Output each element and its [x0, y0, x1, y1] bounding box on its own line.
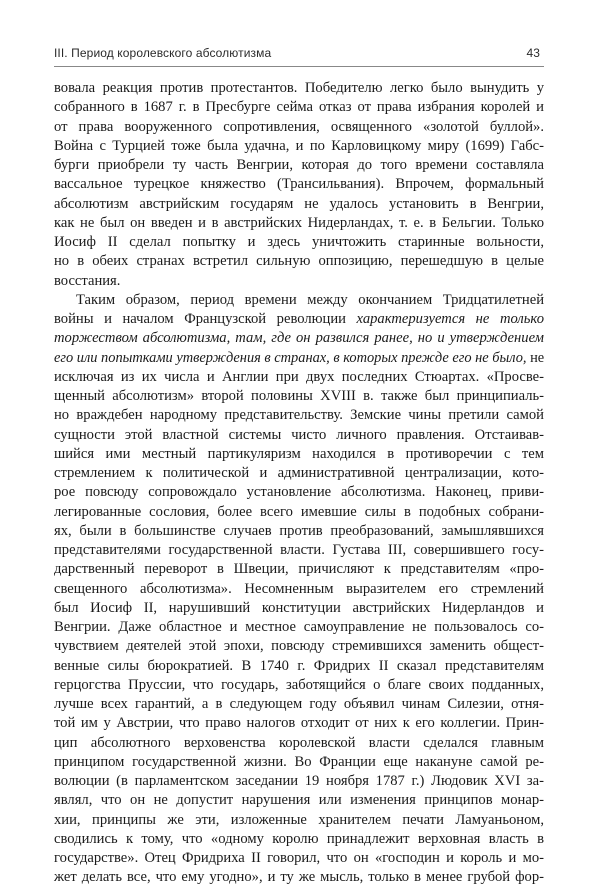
text-line: Иосиф II сделал попытку и здесь уничтожить старинные вольности, [54, 234, 544, 250]
text-line [54, 310, 544, 329]
text-line [54, 349, 544, 368]
text-line: принципом государственной жизни. Во Франции еще накануне самой ре- [54, 753, 544, 770]
text-line: был Иосиф II, нарушивший конституции австрийских Нидерландов и [54, 599, 544, 616]
text-line: Таким образом, период времени между окончанием Тридцатилетней [76, 291, 544, 308]
italic-emphasis-line: торжеством абсолютизма, там, где он развился ранее, но и утверждением [54, 330, 544, 347]
text-line: являл, что он не допустит нарушения или изменения принципов монар- [54, 792, 544, 809]
text-line: собранного в 1687 г. в Пресбурге сейма отказ от права избрания королей и [54, 99, 544, 116]
text-line: восстания. [54, 272, 121, 289]
paragraph-2 [54, 291, 544, 888]
text-line: лучше всех гарантий, а в следующем году объявил чинам Силезии, отня- [54, 696, 544, 712]
text-line: стремлением к политической и административной централизации, кото- [54, 465, 544, 481]
paragraph-1 [54, 79, 544, 291]
text-line: дарственный переворот в Швеции, причисляют к представителям «про- [54, 561, 544, 578]
text-line: Война с Турцией тоже была удачна, и по Карловицкому миру (1699) Габс- [54, 137, 544, 154]
text-line: цип абсолютного верховенства королевской власти сделался главным [54, 734, 544, 751]
text-line: абсолютизм австрийским государям не удалось установить в Венгрии, [54, 195, 544, 212]
text-line: чувствием деятелей этой эпохи, повсюду стремившихся заменить общест- [54, 638, 544, 655]
text-line: рое повсюду сопровождало установление абсолютизма. Наконец, приви- [54, 484, 544, 501]
text-line: но в обеих странах встретил сильную оппозицию, перешедшую в целые [54, 253, 544, 270]
text-line: государстве». Отец Фридриха II говорил, что он «господин и король и мо- [54, 850, 544, 866]
text-line: но враждебен народному представительству. Земские чины претили самой [54, 407, 544, 424]
italic-emphasis: характеризуется не только [356, 311, 544, 327]
text-line: герцогства Пруссии, что государь, заботящийся о благе своих подданных, [54, 676, 544, 693]
text-line: от права вооруженного сопротивления, освященного «золотой буллой». [54, 118, 544, 135]
running-header [54, 46, 544, 60]
page-number: 43 [526, 46, 540, 60]
text-line: бурги приобрели ту часть Венгрии, которая до того времени составляла [54, 157, 544, 173]
text-line: представителями государственной власти. Густава III, совершившего госу- [54, 542, 544, 558]
text-line: хии, принципы же эти, изложенные хранителем печати Ламуаньоном, [54, 811, 544, 828]
text-line: сводились к тому, что «одному королю принадлежит верховная власть в [54, 830, 544, 847]
plain-text: не [526, 349, 545, 366]
italic-emphasis: его или попытками утверждения в странах, в которых прежде его не было, [54, 349, 527, 366]
text-line: щенный абсолютизм» второй половины XVIII в. также был принципиаль- [54, 388, 544, 404]
body-text [54, 79, 544, 888]
text-line: той им у Австрии, что право налогов отходит от них к его коллегии. Прин- [54, 715, 544, 732]
text-line: венные силы бюрократией. В 1740 г. Фридрих II сказал представителям [54, 657, 544, 674]
text-line: шийся ими местный партикуляризм находился в противоречии с тем [54, 445, 544, 462]
text-line: ях, были в большинстве случаев против преобразований, замышлявшихся [54, 522, 544, 539]
header-rule [54, 66, 544, 67]
text-line: Венгрии. Даже областное и местное самоуправление не пользовалось со- [54, 619, 544, 635]
chapter-title: III. Период королевского абсолютизма [54, 46, 272, 60]
text-line: вовала реакция против протестантов. Победителю легко было вынудить у [54, 80, 544, 96]
text-line: вассальное турецкое княжество (Трансильвания). Впрочем, формальный [54, 176, 544, 193]
text-line: жет делать все, что ему угодно», и ту же мысль, только в менее грубой фор- [54, 869, 544, 886]
text-line: сущности этой властной системы чисто личного правления. Отстаивав- [54, 426, 544, 443]
text-line: свещенного абсолютизма». Несомненным выразителем его стремлений [54, 580, 544, 597]
text-line: легированные сословия, более всего имевшие силы в подобных собрани- [54, 503, 544, 520]
text-line: исключая из их числа и Англии при двух последних Стюартах. «Просве- [54, 368, 544, 385]
text-line: как не был он введен и в австрийских Нидерландах, т. е. в Бельгии. Только [54, 214, 544, 231]
plain-text: войны и началом Французской революции [54, 311, 357, 327]
text-line: волюции (в парламентском заседании 19 ноября 1787 г.) Людовик XVI за- [54, 773, 544, 789]
